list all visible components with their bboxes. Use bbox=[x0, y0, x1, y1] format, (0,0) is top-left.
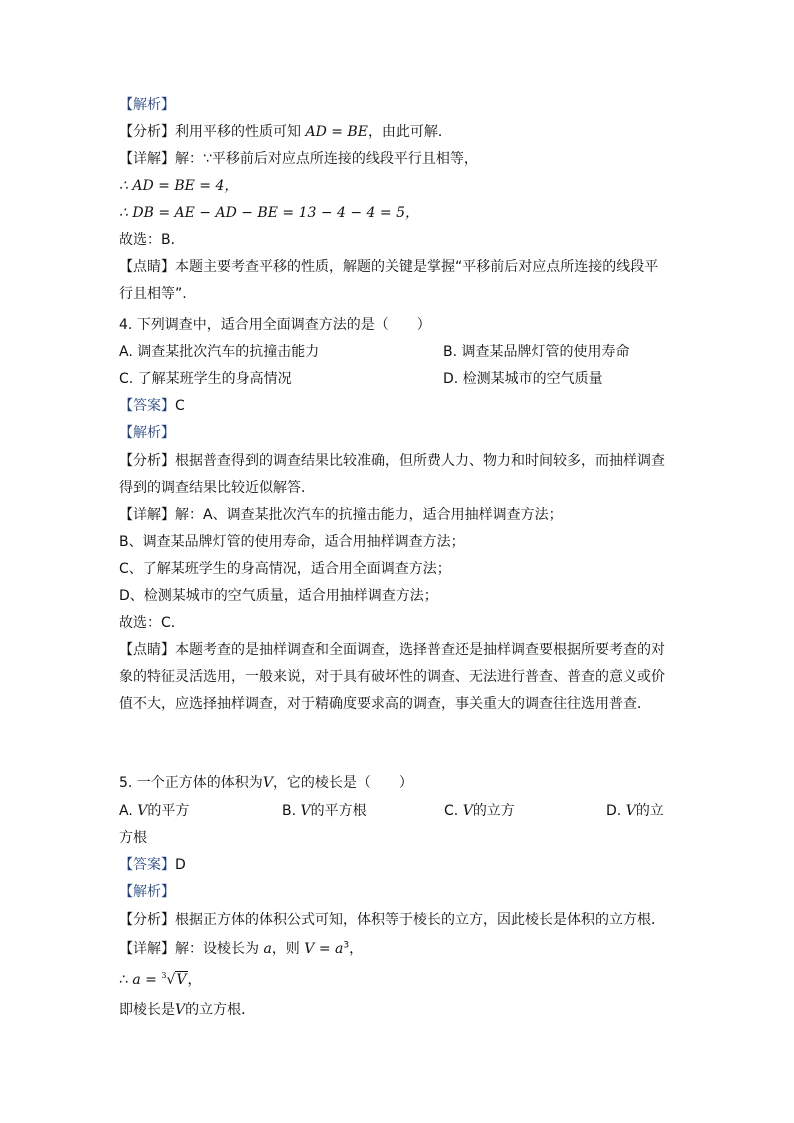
q4-choose: 故选：C． bbox=[119, 615, 185, 631]
q4-fenxi-cont: 得到的调查结果比较近似解答． bbox=[119, 480, 315, 496]
q4-option-c: C. 了解某班学生的身高情况 bbox=[119, 371, 292, 387]
q3-step1: ∴ AD = BE = 4， bbox=[119, 178, 239, 194]
q5-option-d: D. V的立 bbox=[606, 803, 664, 819]
q4-line-b: B、调查某品牌灯管的使用寿命，适合用抽样调查方法； bbox=[119, 534, 465, 550]
q5-xiangjie: 【详解】解：设棱长为 a，则 $V = a^3$， bbox=[119, 940, 364, 957]
q4-option-a: A. 调查某批次汽车的抗撞击能力 bbox=[119, 344, 320, 360]
q3-dianjing: 【点睛】本题主要考查平移的性质，解题的关键是掌握“平移前后对应点所连接的线段平 bbox=[119, 259, 659, 275]
q3-fenxi: 【分析】利用平移的性质可知 AD = BE，由此可解． bbox=[119, 124, 452, 140]
q4-xiangjie: 【详解】解：A、调查某批次汽车的抗撞击能力，适合用抽样调查方法； bbox=[119, 507, 563, 523]
q4-question: 4. 下列调查中，适合用全面调查方法的是（ ） bbox=[119, 317, 431, 333]
q5-conclusion: 即棱长是V的立方根． bbox=[119, 1002, 256, 1018]
q3-dianjing-cont: 行且相等”. bbox=[119, 286, 187, 302]
q4-answer: 【答案】C bbox=[119, 398, 185, 414]
q4-line-d: D、检测某城市的空气质量，适合用抽样调查方法； bbox=[119, 588, 438, 604]
q4-dianjing-cont2: 值不大，应选择抽样调查，对于精确度要求高的调查，事关重大的调查往往选用普查． bbox=[119, 696, 651, 712]
q5-option-a: A. V的平方 bbox=[119, 803, 190, 819]
q5-option-d-cont: 方根 bbox=[119, 830, 147, 846]
q5-answer: 【答案】D bbox=[119, 857, 186, 873]
q4-dianjing: 【点睛】本题考查的是抽样调查和全面调查，选择普查还是抽样调查要根据所要考查的对 bbox=[119, 642, 665, 658]
q4-option-b: B. 调查某品牌灯管的使用寿命 bbox=[443, 344, 630, 360]
q4-option-d: D. 检测某城市的空气质量 bbox=[443, 371, 603, 387]
var-v: V bbox=[262, 775, 273, 791]
q4-fenxi: 【分析】根据普查得到的调查结果比较准确，但所费人力、物力和时间较多，而抽样调查 bbox=[119, 453, 665, 469]
q5-analysis-heading: 【解析】 bbox=[119, 884, 175, 900]
cube-root-symbol: $^3$√V bbox=[161, 971, 187, 988]
q4-line-c: C、了解某班学生的身高情况，适合用全面调查方法； bbox=[119, 561, 451, 577]
var-a: a bbox=[263, 941, 272, 957]
q5-option-b: B. V的平方根 bbox=[282, 803, 367, 819]
q5-fenxi: 【分析】根据正方体的体积公式可知，体积等于棱长的立方，因此棱长是体积的立方根． bbox=[119, 912, 665, 928]
q3-analysis-heading: 【解析】 bbox=[119, 97, 175, 113]
q4-dianjing-cont1: 象的特征灵活选用，一般来说，对于具有破坏性的调查、无法进行普查、普查的意义或价 bbox=[119, 669, 665, 685]
fenxi-tag: 【分析】 bbox=[119, 124, 175, 140]
q5-result: ∴ a = $^3$√V， bbox=[119, 971, 202, 988]
exponent: 3 bbox=[343, 940, 350, 951]
q5-question: 5. 一个正方体的体积为V，它的棱长是（ ） bbox=[119, 775, 413, 791]
math-expr: AD = BE bbox=[305, 124, 368, 140]
q4-analysis-heading: 【解析】 bbox=[119, 425, 175, 441]
q3-choose: 故选：B． bbox=[119, 232, 185, 248]
eq-lhs: V bbox=[304, 941, 315, 957]
q3-xiangjie: 【详解】解：∵平移前后对应点所连接的线段平行且相等， bbox=[119, 151, 478, 167]
q5-option-c: C. V的立方 bbox=[444, 803, 515, 819]
q3-step2: ∴ DB = AE − AD − BE = 13 − 4 − 4 = 5， bbox=[119, 205, 419, 221]
